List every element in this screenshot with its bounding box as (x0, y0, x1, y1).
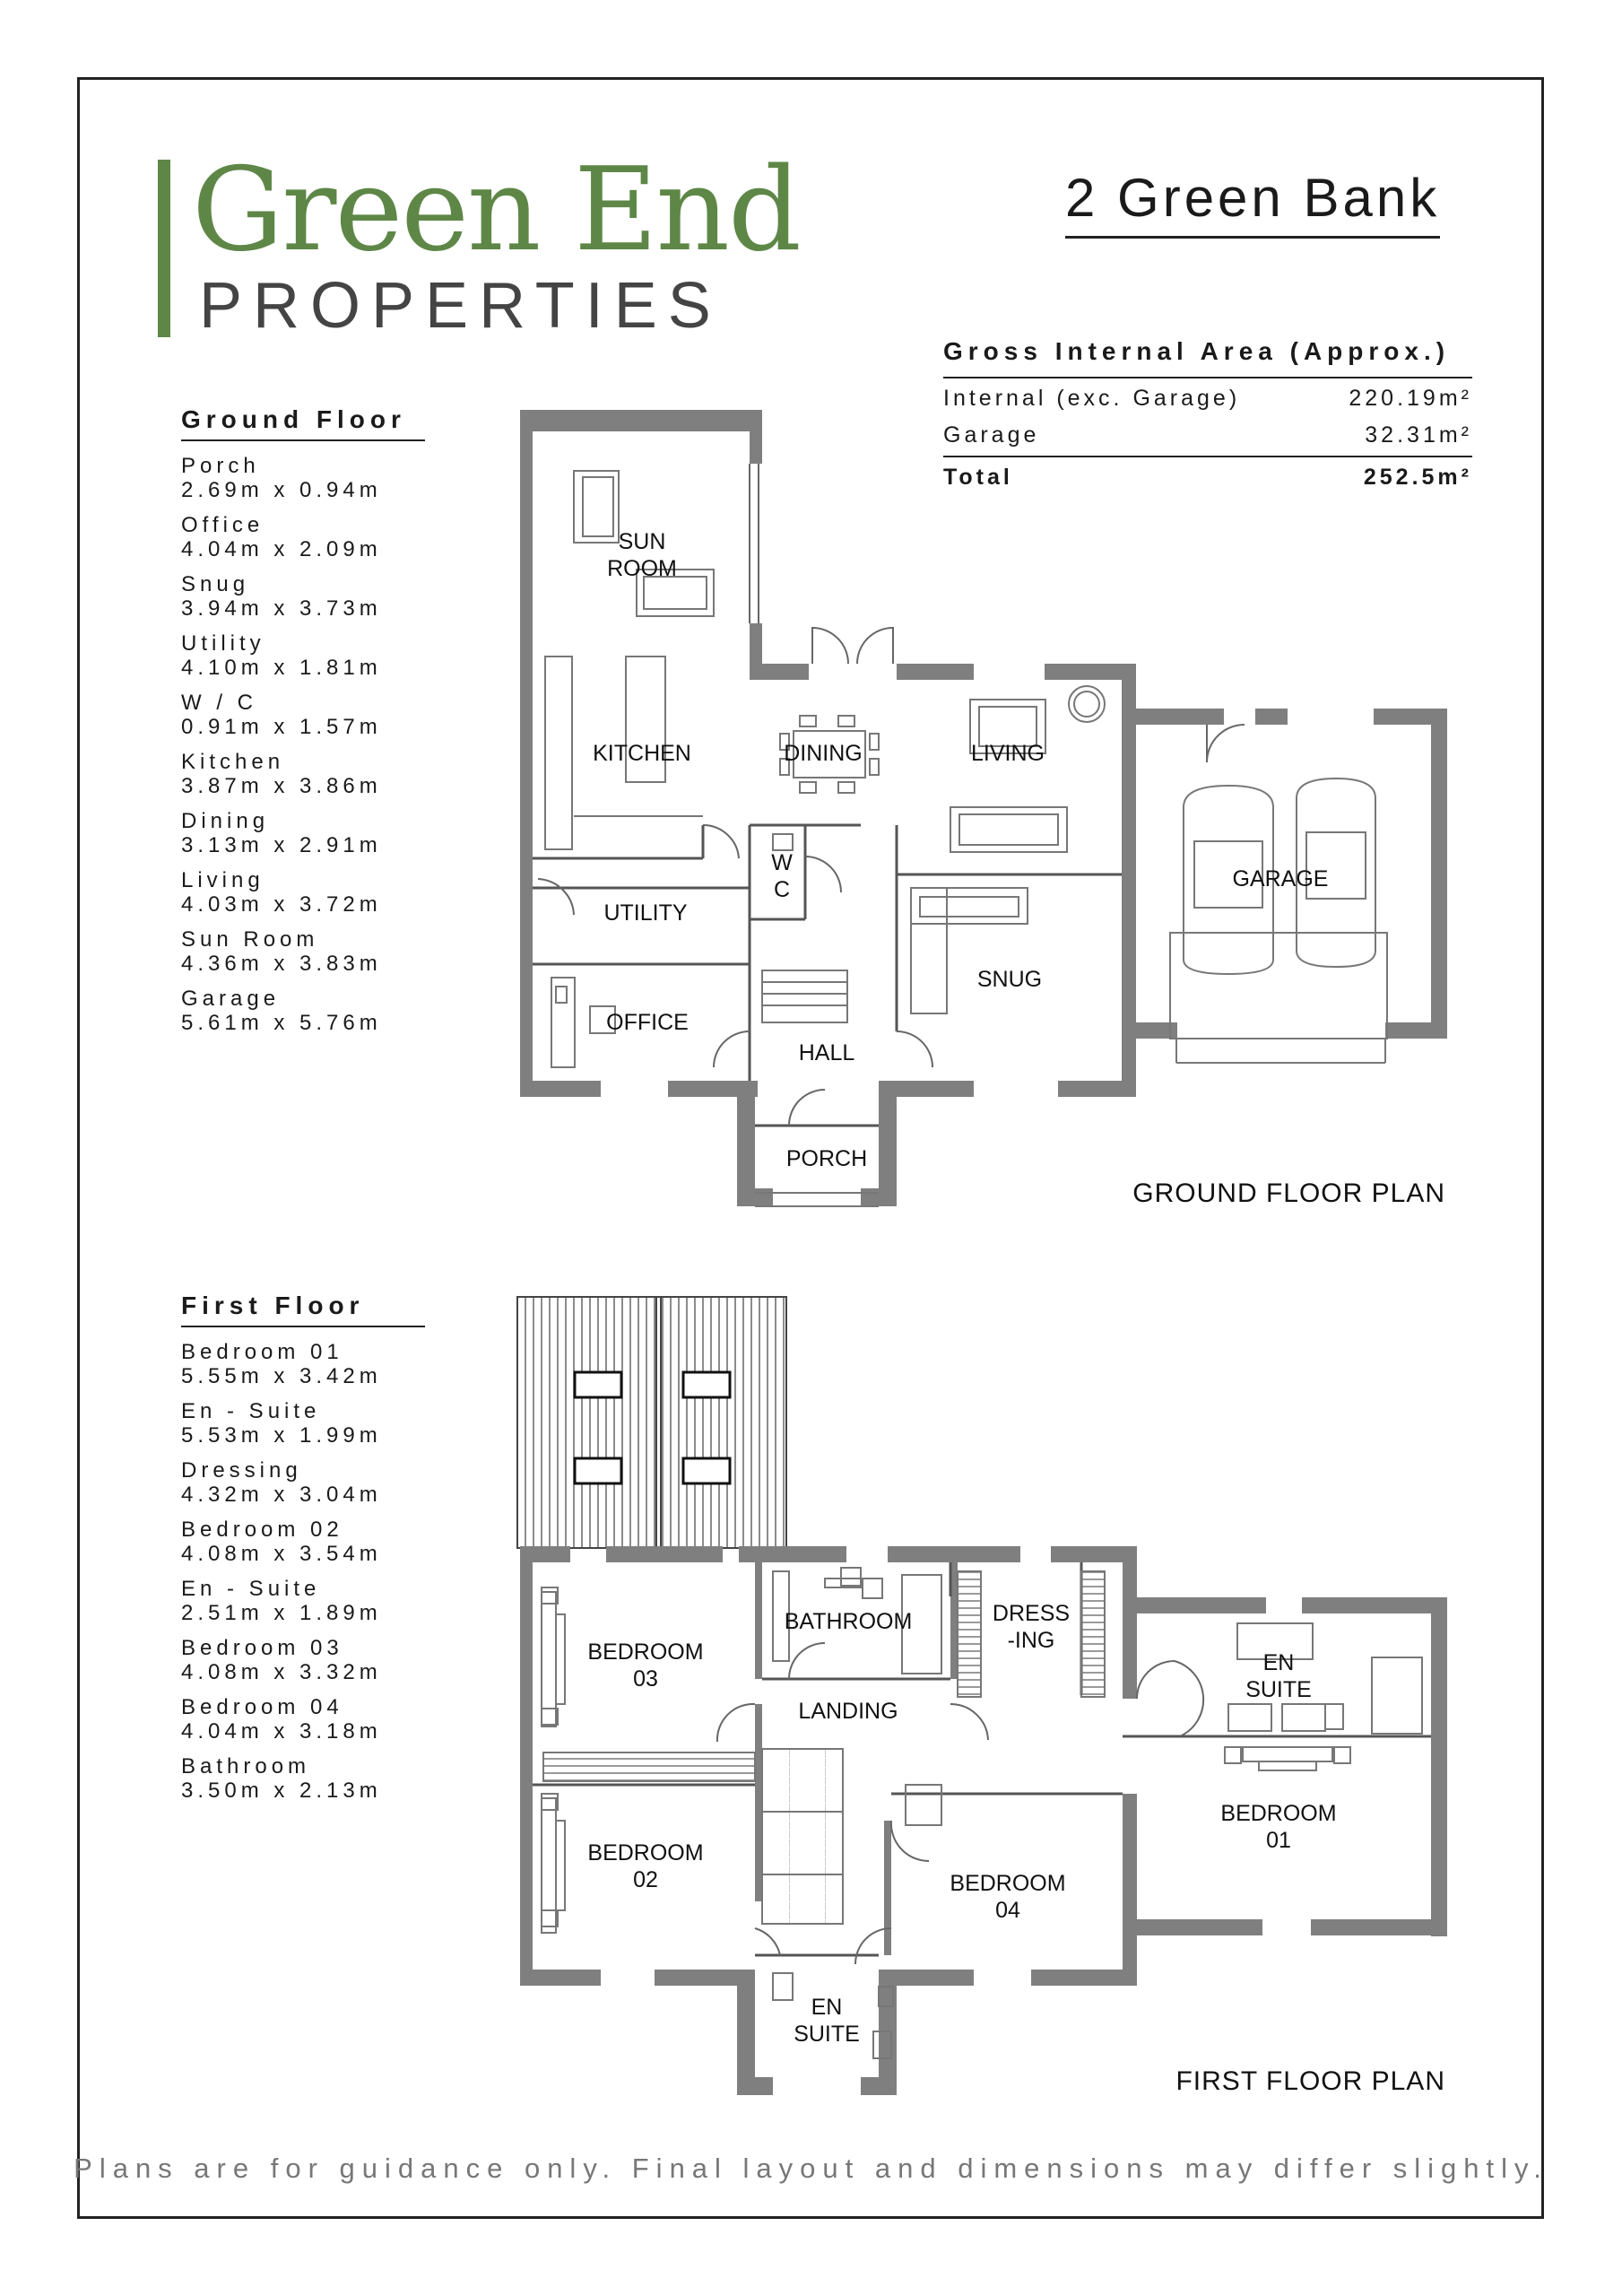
room-dims: 4.08m x 3.32m (181, 1660, 382, 1684)
room-label: LIVING (971, 741, 1045, 766)
room-dims: 5.53m x 1.99m (181, 1423, 382, 1448)
ground-floor-plan-title: GROUND FLOOR PLAN (1132, 1178, 1445, 1208)
room-label: EN (1262, 1650, 1295, 1675)
area-value: 32.31m² (1365, 422, 1472, 448)
room-dims: 5.61m x 5.76m (181, 1011, 382, 1035)
first-floor-plan (517, 1297, 1447, 2096)
logo-subtitle: PROPERTIES (199, 270, 722, 342)
room-dims: 3.50m x 2.13m (181, 1779, 382, 1803)
room-dims: 4.04m x 2.09m (181, 537, 382, 561)
room-dims: 3.13m x 2.91m (181, 833, 382, 857)
room-label: BEDROOM (1220, 1801, 1337, 1826)
room-label: C (773, 877, 791, 902)
area-heading: Gross Internal Area (Approx.) (943, 337, 1472, 378)
room-dims: 3.87m x 3.86m (181, 774, 382, 798)
room-name: Dressing (181, 1458, 302, 1483)
room-label: 02 (633, 1867, 658, 1892)
room-label: GARAGE (1232, 866, 1329, 891)
room-name: Living (181, 868, 265, 892)
room-name: Sun Room (181, 927, 319, 952)
room-dims: 4.32m x 3.04m (181, 1483, 382, 1507)
room-name: Porch (181, 454, 260, 478)
room-dims: 4.08m x 3.54m (181, 1542, 382, 1566)
room-name: Bedroom 01 (181, 1340, 343, 1364)
logo-name: Green End (192, 144, 800, 277)
area-label: Garage (943, 422, 1040, 448)
room-name: Utility (181, 631, 265, 656)
room-name: Kitchen (181, 750, 285, 774)
room-label: BEDROOM (587, 1639, 704, 1665)
area-label: Internal (exc. Garage) (943, 386, 1241, 411)
room-name: Bedroom 02 (181, 1518, 343, 1542)
room-dims: 4.10m x 1.81m (181, 656, 382, 680)
room-label: SUITE (1245, 1677, 1312, 1702)
room-dims: 4.03m x 3.72m (181, 892, 382, 917)
room-label: ROOM (607, 556, 677, 581)
room-label: -ING (1007, 1628, 1055, 1653)
room-label: PORCH (785, 1146, 868, 1171)
room-name: Garage (181, 987, 281, 1011)
room-label: SUITE (794, 2022, 860, 2047)
ground-floor-plan (520, 410, 1447, 1208)
room-label: BATHROOM (784, 1609, 913, 1634)
room-label: EN (811, 1995, 843, 2020)
property-title: 2 Green Bank (1065, 167, 1440, 239)
room-label: OFFICE (606, 1010, 689, 1035)
room-dims: 4.36m x 3.83m (181, 952, 382, 976)
room-dims: 4.04m x 3.18m (181, 1719, 382, 1744)
room-name: Snug (181, 572, 250, 596)
room-name: Office (181, 513, 265, 537)
room-dims: 0.91m x 1.57m (181, 715, 382, 739)
room-label: 01 (1266, 1828, 1291, 1853)
room-label: 03 (633, 1666, 658, 1692)
room-label: BEDROOM (587, 1840, 704, 1866)
room-name: Bathroom (181, 1754, 311, 1779)
room-dims: 2.69m x 0.94m (181, 478, 382, 502)
room-label: KITCHEN (593, 741, 691, 766)
disclaimer: Plans are for guidance only. Final layout and dimensions may differ slightly. (74, 2152, 1548, 2184)
room-name: W / C (181, 691, 257, 715)
first-floor-plan-title: FIRST FLOOR PLAN (1175, 2066, 1445, 2096)
room-label: UTILITY (603, 900, 688, 926)
ground-floor-heading: Ground Floor (181, 405, 425, 441)
room-name: En - Suite (181, 1399, 321, 1423)
room-label: DRESS (992, 1601, 1071, 1626)
room-name: Bedroom 04 (181, 1695, 343, 1719)
area-total-value: 252.5m² (1363, 465, 1472, 490)
area-value: 220.19m² (1349, 386, 1472, 411)
area-total-label: Total (943, 465, 1013, 490)
room-name: Bedroom 03 (181, 1636, 343, 1660)
room-label: SUN (618, 529, 666, 554)
room-name: En - Suite (181, 1577, 321, 1601)
room-label: 04 (995, 1898, 1020, 1923)
room-label: W (771, 850, 793, 875)
first-floor-heading: First Floor (181, 1292, 425, 1327)
room-label: BEDROOM (950, 1871, 1066, 1896)
room-label: LANDING (798, 1699, 898, 1724)
room-dims: 3.94m x 3.73m (181, 596, 382, 621)
room-label: SNUG (976, 967, 1043, 992)
roof-area (517, 1297, 786, 1548)
room-dims: 5.55m x 3.42m (181, 1364, 382, 1388)
room-label: DINING (784, 741, 863, 766)
room-label: HALL (798, 1040, 855, 1065)
room-name: Dining (181, 809, 270, 833)
room-dims: 2.51m x 1.89m (181, 1601, 382, 1625)
